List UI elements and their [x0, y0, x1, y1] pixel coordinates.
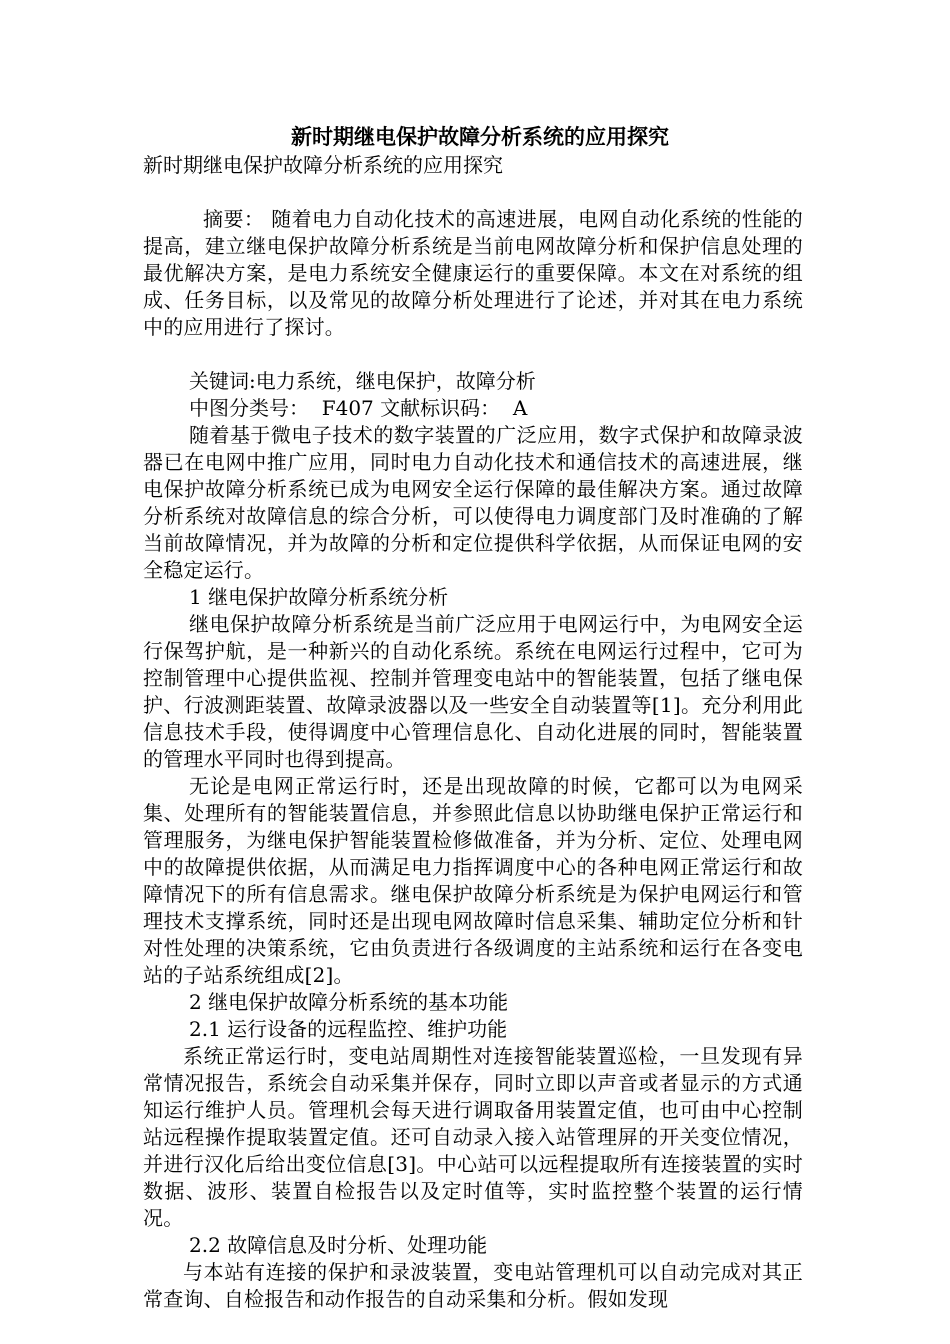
section-1-heading: 1 继电保护故障分析系统分析 [189, 585, 449, 609]
section-1-paragraph-2: 无论是电网正常运行时，还是出现故障的时候，它都可以为电网采集、处理所有的智能装置信息，并参照此信息以协助继电保护正常运行和管理服务，为继电保护智能装置检修做准备，并为分析、定位、处理电网中的故障提供依据，从而满足电力指挥调度中心的各种电网正常运行和故障情况下的所有信息需求。继电保护故障分析系统是为保护电网运行和管理技术支撑系统，同时还是出现电网故障时信息采集、辅助定位分析和针对性处理的决策系统，它由负责进行各级调度的主站系统和运行在各变电站的子站系统组成[2]。 [143, 774, 803, 987]
document-page [143, 122, 803, 1313]
section-2-2-paragraph: 与本站有连接的保护和录波装置，变电站管理机可以自动完成对其正常查询、自检报告和动作报告的自动采集和分析。假如发现 [143, 1260, 803, 1311]
section-2-2-heading: 2.2 故障信息及时分析、处理功能 [189, 1233, 488, 1257]
blank-line [143, 341, 803, 368]
section-2-1-heading: 2.1 运行设备的远程监控、维护功能 [189, 1017, 508, 1041]
intro-paragraph: 随着基于微电子技术的数字装置的广泛应用，数字式保护和故障录波器已在电网中推广应用，同时电力自动化技术和通信技术的高速进展，继电保护故障分析系统已成为电网安全运行保障的最佳解决方案。通过故障分析系统对故障信息的综合分析，可以使得电力调度部门及时准确的了解当前故障情况，并为故障的分析和定位提供科学依据，从而保证电网的安全稳定运行。 [143, 423, 803, 582]
classification-line: 中图分类号： F407 文献标识码： A [189, 396, 528, 420]
section-2-heading: 2 继电保护故障分析系统的基本功能 [189, 990, 509, 1014]
section-2-1-paragraph: 系统正常运行时，变电站周期性对连接智能装置巡检，一旦发现有异常情况报告，系统会自动采集并保存，同时立即以声音或者显示的方式通知运行维护人员。管理机会每天进行调取备用装置定值，也可由中心控制站远程操作提取装置定值。还可自动录入接入站管理屏的开关变位情况，并进行汉化后给出变位信息[3]。中心站可以远程提取所有连接装置的实时数据、波形、装置自检报告以及定时值等，实时监控整个装置的运行情况。 [143, 1044, 803, 1230]
document-title: 新时期继电保护故障分析系统的应用探究 [291, 124, 669, 149]
keywords-line: 关键词:电力系统，继电保护，故障分析 [189, 369, 536, 393]
blank-line [143, 179, 803, 206]
abstract-paragraph: 摘要： 随着电力自动化技术的高速进展，电网自动化系统的性能的提高，建立继电保护故障分析系统是当前电网故障分析和保护信息处理的最优解决方案，是电力系统安全健康运行的重要保障。本文在对系统的组成、任务目标，以及常见的故障分析处理进行了论述，并对其在电力系统中的应用进行了探讨。 [143, 207, 803, 339]
document-subtitle: 新时期继电保护故障分析系统的应用探究 [143, 153, 503, 177]
section-1-paragraph-1: 继电保护故障分析系统是当前广泛应用于电网运行中，为电网安全运行保驾护航，是一种新兴的自动化系统。系统在电网运行过程中，它可为控制管理中心提供监视、控制并管理变电站中的智能装置，包括了继电保护、行波测距装置、故障录波器以及一些安全自动装置等[1]。充分利用此信息技术手段，使得调度中心管理信息化、自动化进展的同时，智能装置的管理水平同时也得到提高。 [143, 612, 803, 771]
